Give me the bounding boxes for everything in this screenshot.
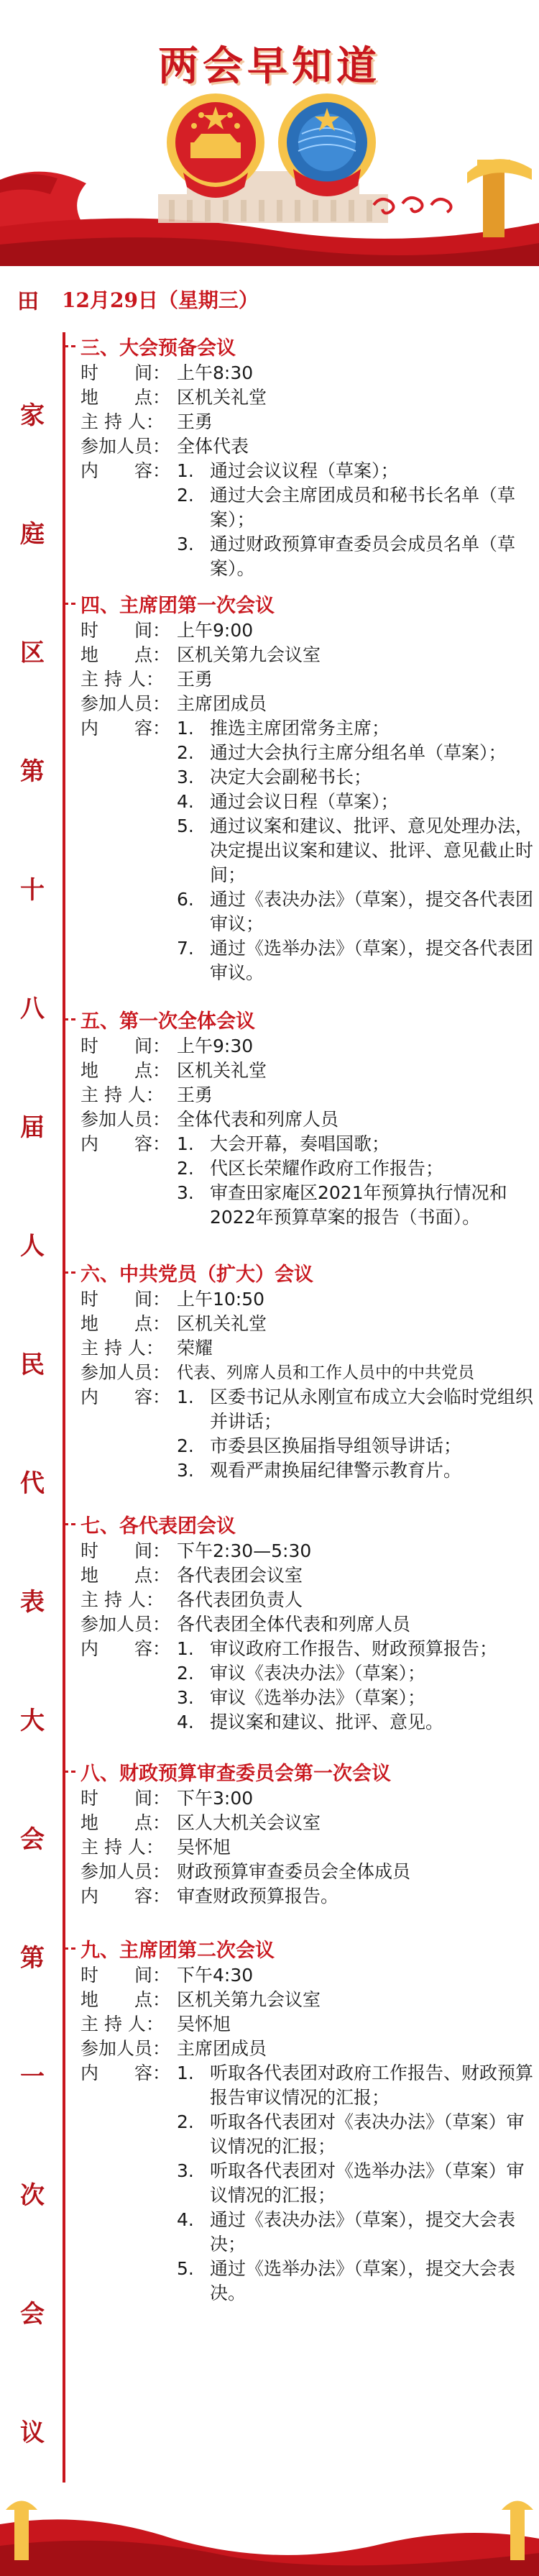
row-label: 参加人员：: [80, 436, 171, 457]
row-label: 内 容：: [80, 1387, 171, 1407]
row-value: 吴怀旭: [177, 1837, 231, 1858]
row-label: 参加人员：: [80, 1861, 171, 1882]
row-value: 下午4:30: [177, 1965, 254, 1986]
row-value: 下午3:00: [177, 1788, 254, 1809]
session-header: [0, 590, 539, 618]
vertical-char: 区: [20, 639, 45, 667]
content-items: 1. 推选主席团常务主席； 2. 通过大会执行主席分组名单（草案）； 3. 决定大会副秘书长； 4. 通过会议日程（草案）； 5. 通过议案和建议、批评、意见处理办法，决定提出议案和建议、批评、意见截止时间； 6. 通过《表决办法》（草案），提交各代表团审议； 7. 通过《选举办法》（草案），提交各代表团审议。: [177, 718, 534, 983]
row-label: 地 点：: [80, 1565, 171, 1586]
content-items: 1. 通过会议议程（草案）； 2. 通过大会主席团成员和秘书长名单（草案）； 3. 通过财政预算审查委员会成员名单（草案）。: [177, 460, 516, 579]
vertical-char: 民: [20, 1351, 45, 1379]
row-value: 区机关礼堂: [177, 1313, 267, 1334]
content-items: 1. 大会开幕，奏唱国歌； 2. 代区长荣耀作政府工作报告； 3. 审查田家庵区2021年预算执行情况和2022年预算草案的报告（书面）。: [177, 1133, 507, 1228]
row-label: 参加人员：: [80, 693, 171, 714]
vertical-char: 一: [20, 2063, 45, 2091]
session-connector: [64, 1271, 75, 1274]
row-value: 各代表团全体代表和列席人员: [177, 1614, 411, 1635]
date-row: [0, 282, 539, 314]
row-value: 主席团成员: [177, 693, 267, 714]
row-value: 区机关礼堂: [177, 1060, 267, 1081]
vertical-char: 八: [20, 995, 45, 1023]
row-value: 全体代表和列席人员: [177, 1109, 339, 1130]
session-title: 九、主席团第二次会议: [80, 1940, 275, 1962]
row-label: 时 间：: [80, 1540, 171, 1561]
vertical-char: 会: [20, 1825, 45, 1854]
vertical-char: 人: [20, 1232, 45, 1261]
vertical-char: 家: [20, 401, 45, 430]
row-value: 区机关礼堂: [177, 387, 267, 408]
session-connector: [64, 1523, 75, 1525]
row-value: 王勇: [177, 1084, 213, 1105]
session-title: 三、大会预备会议: [80, 337, 236, 360]
row-label: 内 容：: [80, 1886, 171, 1906]
vertical-char: 表: [20, 1588, 45, 1617]
row-label: 内 容：: [80, 1638, 171, 1659]
vertical-char: 会: [20, 2300, 45, 2329]
row-value: 审查财政预算报告。: [177, 1886, 339, 1906]
row-label: 内 容：: [80, 718, 171, 739]
row-label: 参加人员：: [80, 2038, 171, 2059]
content-items: 1. 审议政府工作报告、财政预算报告； 2. 审议《表决办法》（草案）； 3. 审议《选举办法》（草案）； 4. 提议案和建议、批评、意见。: [177, 1638, 498, 1732]
cppcc-emblem-icon: [273, 86, 381, 209]
footer-ornament-icon: [0, 2481, 539, 2576]
row-label: 地 点：: [80, 1812, 171, 1833]
row-label: 主 持 人：: [80, 1837, 164, 1858]
row-label: 内 容：: [80, 2063, 171, 2083]
timeline-line: [63, 332, 65, 2483]
vertical-char: 庭: [20, 520, 45, 549]
session-title: 五、第一次全体会议: [80, 1010, 255, 1033]
session-header: [0, 1935, 539, 1963]
row-label: 主 持 人：: [80, 1589, 164, 1610]
row-label: 时 间：: [80, 1965, 171, 1986]
row-value: 区机关第九会议室: [177, 1989, 321, 2010]
row-value: 王勇: [177, 669, 213, 690]
vertical-conference-title: [0, 396, 65, 2524]
row-label: 主 持 人：: [80, 669, 164, 690]
row-label: 参加人员：: [80, 1109, 171, 1130]
row-value: 财政预算审查委员会全体成员: [177, 1861, 411, 1882]
content-items: 1. 听取各代表团对政府工作报告、财政预算报告审议情况的汇报； 2. 听取各代表团对《表决办法》（草案）审议情况的汇报； 3. 听取各代表团对《选举办法》（草案）审议情况的汇报； 4. 通过《表决办法》（草案），提交大会表决； 5. 通过《选举办法》（草案），提交大会表决。: [177, 2063, 534, 2303]
row-value: 上午10:50: [177, 1289, 265, 1310]
row-value: 上午8:30: [177, 362, 254, 383]
row-value: 荣耀: [177, 1338, 213, 1358]
row-label: 地 点：: [80, 1989, 171, 2010]
row-label: 时 间：: [80, 620, 171, 641]
row-value: 区机关第九会议室: [177, 644, 321, 665]
row-value: 上午9:00: [177, 620, 254, 641]
date-text: 12月29日（星期三）: [62, 288, 259, 312]
vertical-char: 议: [20, 2419, 45, 2447]
row-value: 全体代表: [177, 436, 249, 457]
session-connector: [64, 1018, 75, 1020]
session-connector: [64, 603, 75, 605]
row-label: 时 间：: [80, 1036, 171, 1056]
session-connector: [64, 345, 75, 347]
session-header: [0, 332, 539, 361]
session-header: [0, 1259, 539, 1287]
row-label: 参加人员：: [80, 1362, 171, 1383]
session-title: 七、各代表团会议: [80, 1515, 236, 1538]
row-label: 地 点：: [80, 644, 171, 665]
row-value: 各代表团会议室: [177, 1565, 303, 1586]
header-banner: [0, 0, 539, 266]
vertical-char: 代: [20, 1469, 45, 1498]
vertical-char: 大: [20, 1707, 45, 1735]
row-label: 参加人员：: [80, 1614, 171, 1635]
session-connector: [64, 1771, 75, 1773]
vertical-char: 第: [20, 757, 45, 786]
row-label: 时 间：: [80, 1788, 171, 1809]
session-header: [0, 1510, 539, 1539]
row-label: 地 点：: [80, 1060, 171, 1081]
vertical-char: 届: [20, 1113, 45, 1142]
row-value: 王勇: [177, 411, 213, 432]
row-label: 内 容：: [80, 1133, 171, 1154]
national-emblem-icon: [162, 86, 270, 209]
session-header: [0, 1758, 539, 1786]
row-label: 时 间：: [80, 362, 171, 383]
row-value: 下午2:30—5:30: [177, 1540, 312, 1561]
row-label: 主 持 人：: [80, 411, 164, 432]
row-label: 主 持 人：: [80, 1084, 164, 1105]
row-label: 时 间：: [80, 1289, 171, 1310]
row-label: 内 容：: [80, 460, 171, 481]
row-value: 代表、列席人员和工作人员中的中共党员: [177, 1364, 474, 1382]
session-title: 八、财政预算审查委员会第一次会议: [80, 1763, 391, 1785]
row-label: 主 持 人：: [80, 1338, 164, 1358]
banner-title: 两会早知道: [158, 43, 381, 90]
session-title: 六、中共党员（扩大）会议: [80, 1264, 313, 1286]
session-title: 四、主席团第一次会议: [80, 595, 275, 617]
field-icon: 田: [17, 289, 39, 314]
session-header: [0, 1005, 539, 1034]
vertical-char: 第: [20, 1944, 45, 1973]
row-label: 主 持 人：: [80, 2014, 164, 2034]
row-value: 各代表团负责人: [177, 1589, 303, 1610]
session-connector: [64, 1947, 75, 1950]
row-label: 地 点：: [80, 387, 171, 408]
row-label: 地 点：: [80, 1313, 171, 1334]
content-items: 1. 区委书记从永刚宣布成立大会临时党组织并讲话； 2. 市委县区换届指导组领导讲话； 3. 观看严肃换届纪律警示教育片。: [177, 1387, 534, 1481]
row-value: 吴怀旭: [177, 2014, 231, 2034]
footer-decoration: [0, 2481, 539, 2576]
row-value: 上午9:30: [177, 1036, 254, 1056]
vertical-char: 次: [20, 2181, 45, 2210]
row-value: 区人大机关会议室: [177, 1812, 321, 1833]
row-value: 主席团成员: [177, 2038, 267, 2059]
vertical-char: 十: [20, 876, 45, 905]
